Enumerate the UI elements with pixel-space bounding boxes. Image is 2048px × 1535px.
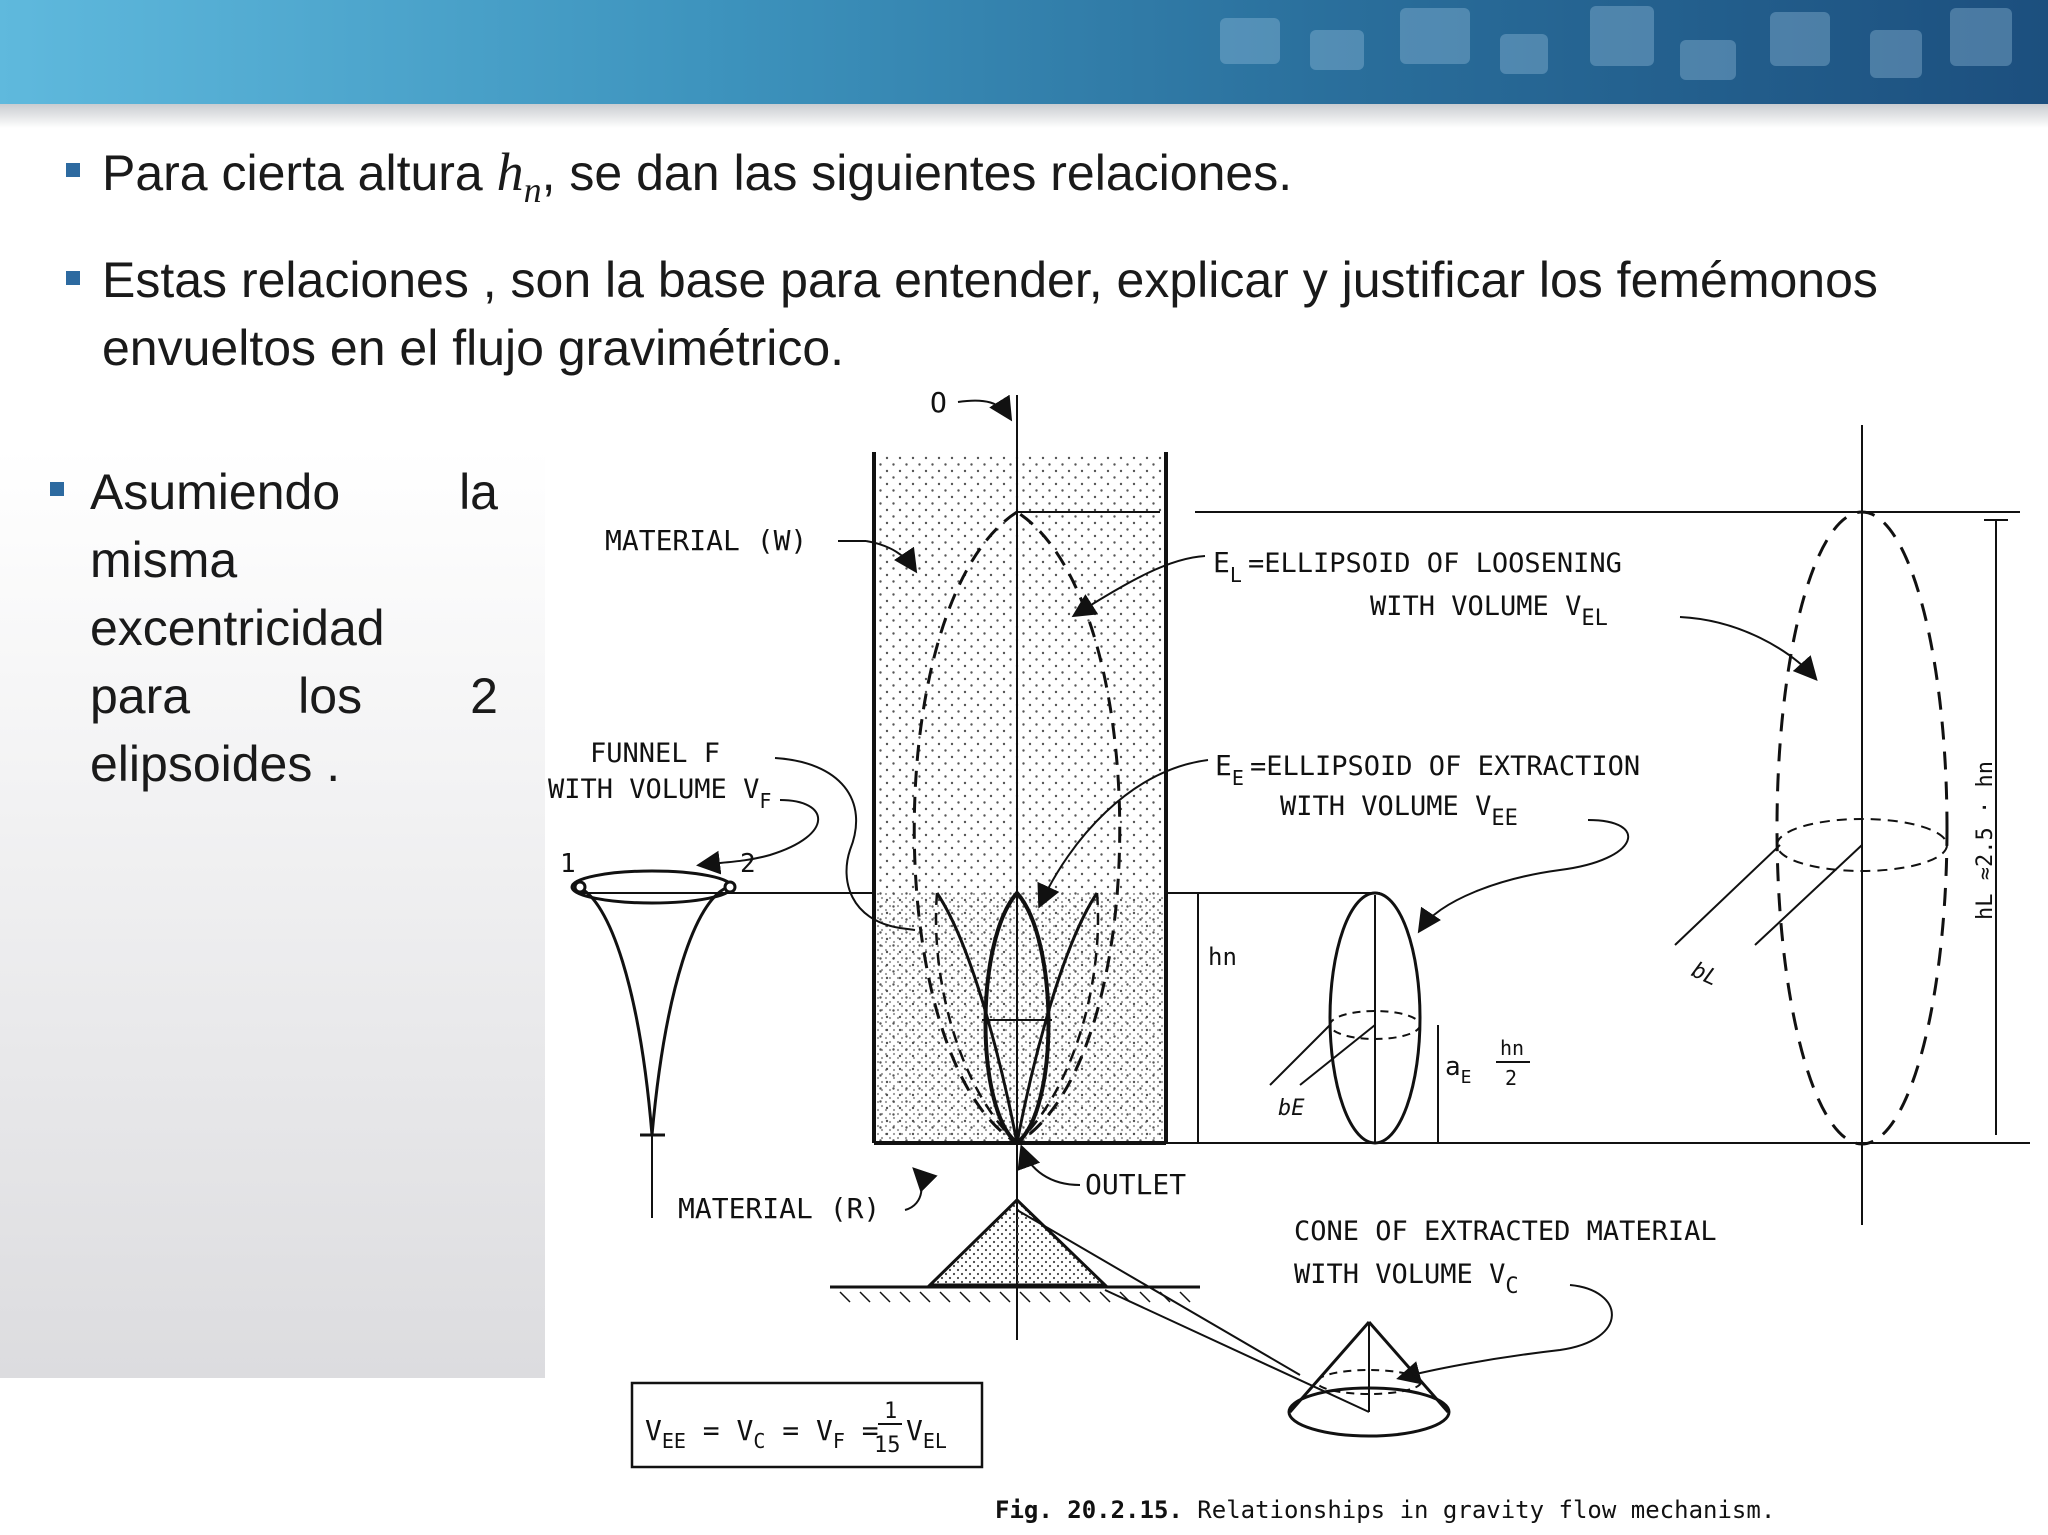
gravity-flow-figure	[545, 380, 2048, 1535]
label-hl: hL ≈2.5 · hn	[1973, 761, 1998, 920]
bullet-1-text-start: Para cierta altura	[102, 145, 497, 201]
label-hn: hn	[1208, 943, 1237, 971]
label-material-w: MATERIAL (W)	[605, 524, 808, 557]
bullet-1-text-end: , se dan las siguientes relaciones.	[541, 145, 1293, 201]
label-funnel-line2: WITH VOLUME $V_F$	[548, 774, 772, 813]
bullet-square-icon	[66, 163, 80, 177]
label-outlet: OUTLET	[1085, 1168, 1187, 1201]
header-shadow	[0, 104, 2048, 128]
banner-pattern	[1180, 0, 2048, 100]
funnel-drawing	[572, 871, 735, 1218]
svg-text:VEL: $V_{EL}$	[906, 1414, 947, 1453]
outlet-and-pile	[830, 1143, 1200, 1302]
label-ae-denominator: 2	[1505, 1066, 1518, 1090]
label-ee-line2: WITH VOLUME $V_{EE}$	[1280, 791, 1518, 831]
svg-text:VEE = VC = VF =: $V_{EE} = V_C = V_F$ =	[645, 1414, 879, 1453]
label-ae-numerator: hn	[1500, 1036, 1525, 1060]
math-h-n: $h_n$	[496, 142, 542, 210]
svg-text:1: 1	[884, 1399, 898, 1424]
side-bullet	[50, 458, 498, 798]
label-ae: $a_E$	[1445, 1052, 1472, 1088]
label-material-r: MATERIAL (R)	[678, 1192, 881, 1225]
loosening-ellipsoid-detail	[1675, 425, 2008, 1225]
main-bullets	[62, 138, 2002, 382]
side-bullet-text: Asumiendo la misma excentricidad para los 2 elipsoides .	[90, 464, 498, 792]
reference-lines	[580, 512, 2030, 1143]
label-el-line1: =ELLIPSOID OF LOOSENING	[1248, 548, 1622, 579]
label-ee-line1: =ELLIPSOID OF EXTRACTION	[1250, 751, 1641, 782]
figure-caption: Fig. 20.2.15. Relationships in gravity flow mechanism.	[995, 1496, 1776, 1524]
formula-box	[632, 1383, 982, 1467]
label-bl: bL	[1687, 957, 1723, 992]
label-be: bE	[1278, 1096, 1305, 1121]
bullet-item-1	[62, 138, 2002, 224]
label-cone-line1: CONE OF EXTRACTED MATERIAL	[1294, 1216, 1717, 1247]
label-el-line2: WITH VOLUME $V_{EL}$	[1370, 591, 1608, 631]
label-funnel-line1: FUNNEL F	[590, 738, 721, 769]
label-ee-symbol: $E_E$	[1215, 749, 1244, 790]
bullet-item-2	[62, 246, 2002, 382]
hn-dimension	[1185, 893, 1215, 1143]
bullet-square-icon	[66, 271, 80, 285]
bullet-2-text: Estas relaciones , son la base para entender, explicar y justificar los femémonos envueltos en el flujo gravimétrico.	[102, 251, 1878, 376]
label-point-1: 1	[560, 849, 576, 879]
label-o: O	[930, 386, 947, 419]
label-el-symbol: $E_L$	[1213, 546, 1242, 587]
svg-text:15: 15	[874, 1433, 901, 1458]
label-cone-line2: WITH VOLUME $V_C$	[1294, 1259, 1519, 1299]
bullet-square-icon	[50, 482, 64, 496]
label-point-2: 2	[740, 849, 756, 879]
